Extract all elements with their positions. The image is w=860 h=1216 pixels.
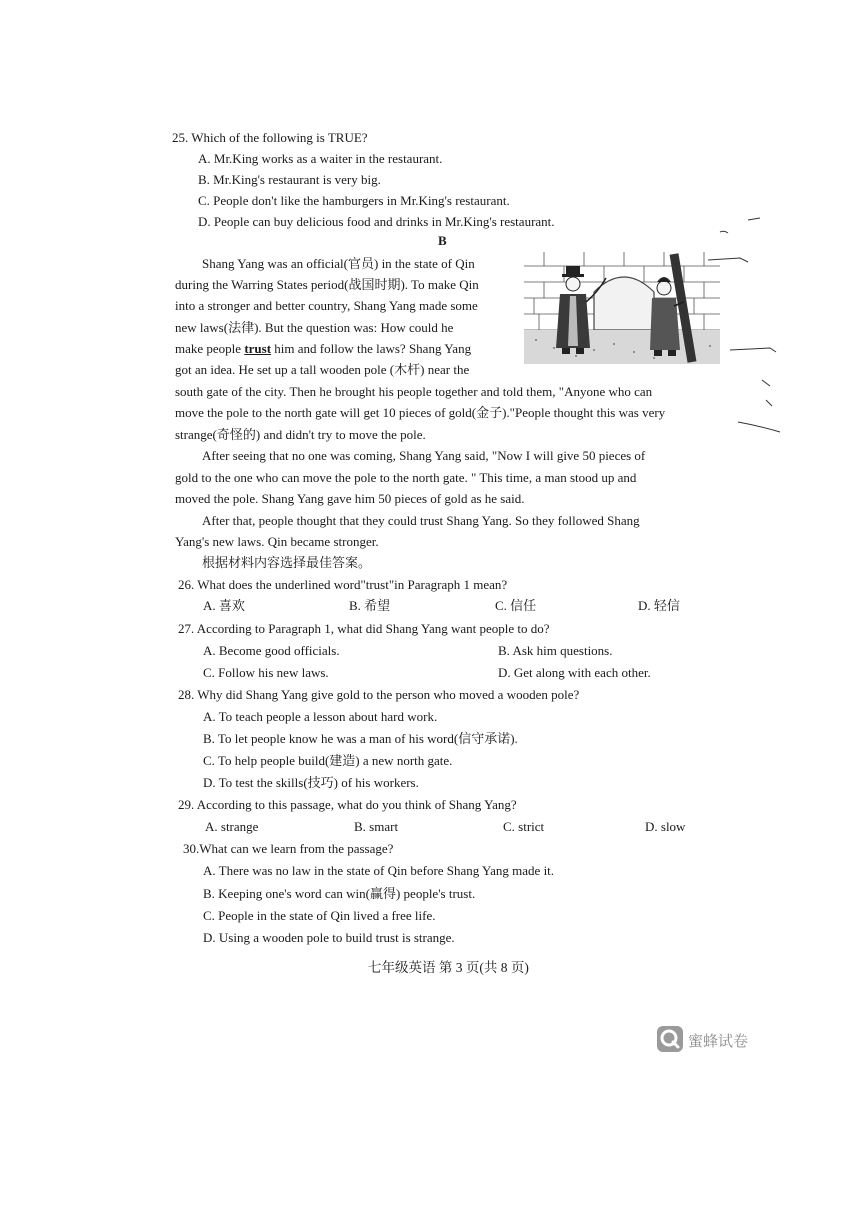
q28-question: 28. Why did Shang Yang give gold to the person who moved a wooden pole? — [178, 687, 580, 702]
watermark-text: 蜜蜂试卷 — [688, 1032, 749, 1050]
q27-option-b: B. Ask him questions. — [498, 643, 613, 658]
passage-line-5-start: make people — [175, 341, 242, 356]
q27-option-d: D. Get along with each other. — [498, 665, 651, 680]
q26-question: 26. What does the underlined word"trust"in Paragraph 1 mean? — [178, 577, 508, 592]
passage-line-11: gold to the one who can move the pole to the north gate. " This time, a man stood up and — [175, 470, 637, 485]
q29-question: 29. According to this passage, what do you think of Shang Yang? — [178, 797, 517, 812]
passage-line-9: strange(奇怪的) and didn't try to move the pole. — [175, 427, 426, 442]
passage-line-7: south gate of the city. Then he brought his people together and told them, "Anyone who can — [175, 384, 653, 399]
q30-option-a: A. There was no law in the state of Qin before Shang Yang made it. — [203, 863, 555, 878]
q27-option-c: C. Follow his new laws. — [203, 665, 329, 680]
passage-line-12: moved the pole. Shang Yang gave him 50 pieces of gold as he said. — [175, 491, 525, 506]
mifeng-logo-icon — [656, 1025, 684, 1053]
q25-option-a: A. Mr.King works as a waiter in the restaurant. — [198, 151, 443, 166]
q26-option-c: C. 信任 — [495, 598, 537, 613]
q29-option-d: D. slow — [645, 819, 686, 834]
passage-line-5-end: him and follow the laws? Shang Yang — [274, 341, 472, 356]
passage-line-5 — [175, 341, 471, 357]
q25-option-d: D. People can buy delicious food and drinks in Mr.King's restaurant. — [198, 214, 555, 229]
q26-option-d: D. 轻信 — [638, 598, 680, 613]
q28-option-a: A. To teach people a lesson about hard work. — [203, 709, 438, 724]
passage-line-10: After seeing that no one was coming, Shang Yang said, "Now I will give 50 pieces of — [202, 448, 646, 463]
instruction-text: 根据材料内容选择最佳答案。 — [202, 555, 372, 570]
underlined-word-trust: trust — [244, 341, 272, 356]
passage-line-6: got an idea. He set up a tall wooden pole (木杆) near the — [175, 362, 470, 377]
q27-question: 27. According to Paragraph 1, what did Shang Yang want people to do? — [178, 621, 550, 636]
q25-option-b: B. Mr.King's restaurant is very big. — [198, 172, 381, 187]
passage-line-3: into a stronger and better country, Shang Yang made some — [175, 298, 478, 313]
q30-option-b: B. Keeping one's word can win(赢得) people's trust. — [203, 886, 476, 901]
section-b-heading: B — [438, 233, 447, 248]
q28-option-c: C. To help people build(建造) a new north gate. — [203, 753, 453, 768]
scan-edge-marks — [700, 200, 820, 460]
page-footer: 七年级英语 第 3 页(共 8 页) — [368, 960, 529, 975]
q29-option-a: A. strange — [205, 819, 259, 834]
q28-option-b: B. To let people know he was a man of his word(信守承诺). — [203, 731, 518, 746]
q27-option-a: A. Become good officials. — [203, 643, 340, 658]
passage-line-2: during the Warring States period(战国时期). To make Qin — [175, 277, 479, 292]
q25-option-c: C. People don't like the hamburgers in Mr.King's restaurant. — [198, 193, 510, 208]
passage-line-4: new laws(法律). But the question was: How could he — [175, 320, 454, 335]
passage-line-13: After that, people thought that they could trust Shang Yang. So they followed Shang — [202, 513, 640, 528]
q30-option-d: D. Using a wooden pole to build trust is strange. — [203, 930, 455, 945]
q30-question: 30.What can we learn from the passage? — [183, 841, 394, 856]
shang-yang-illustration — [524, 252, 720, 364]
q28-option-d: D. To test the skills(技巧) of his workers. — [203, 775, 419, 790]
passage-line-14: Yang's new laws. Qin became stronger. — [175, 534, 379, 549]
watermark-logo — [656, 1024, 776, 1054]
passage-line-8: move the pole to the north gate will get 10 pieces of gold(金子)."People thought this was very — [175, 405, 666, 420]
q30-option-c: C. People in the state of Qin lived a free life. — [203, 908, 436, 923]
q25-question: 25. Which of the following is TRUE? — [172, 130, 368, 145]
passage-line-1: Shang Yang was an official(官员) in the state of Qin — [202, 256, 475, 271]
q26-option-a: A. 喜欢 — [203, 598, 245, 613]
q26-option-b: B. 希望 — [349, 598, 391, 613]
q29-option-b: B. smart — [354, 819, 399, 834]
q29-option-c: C. strict — [503, 819, 545, 834]
